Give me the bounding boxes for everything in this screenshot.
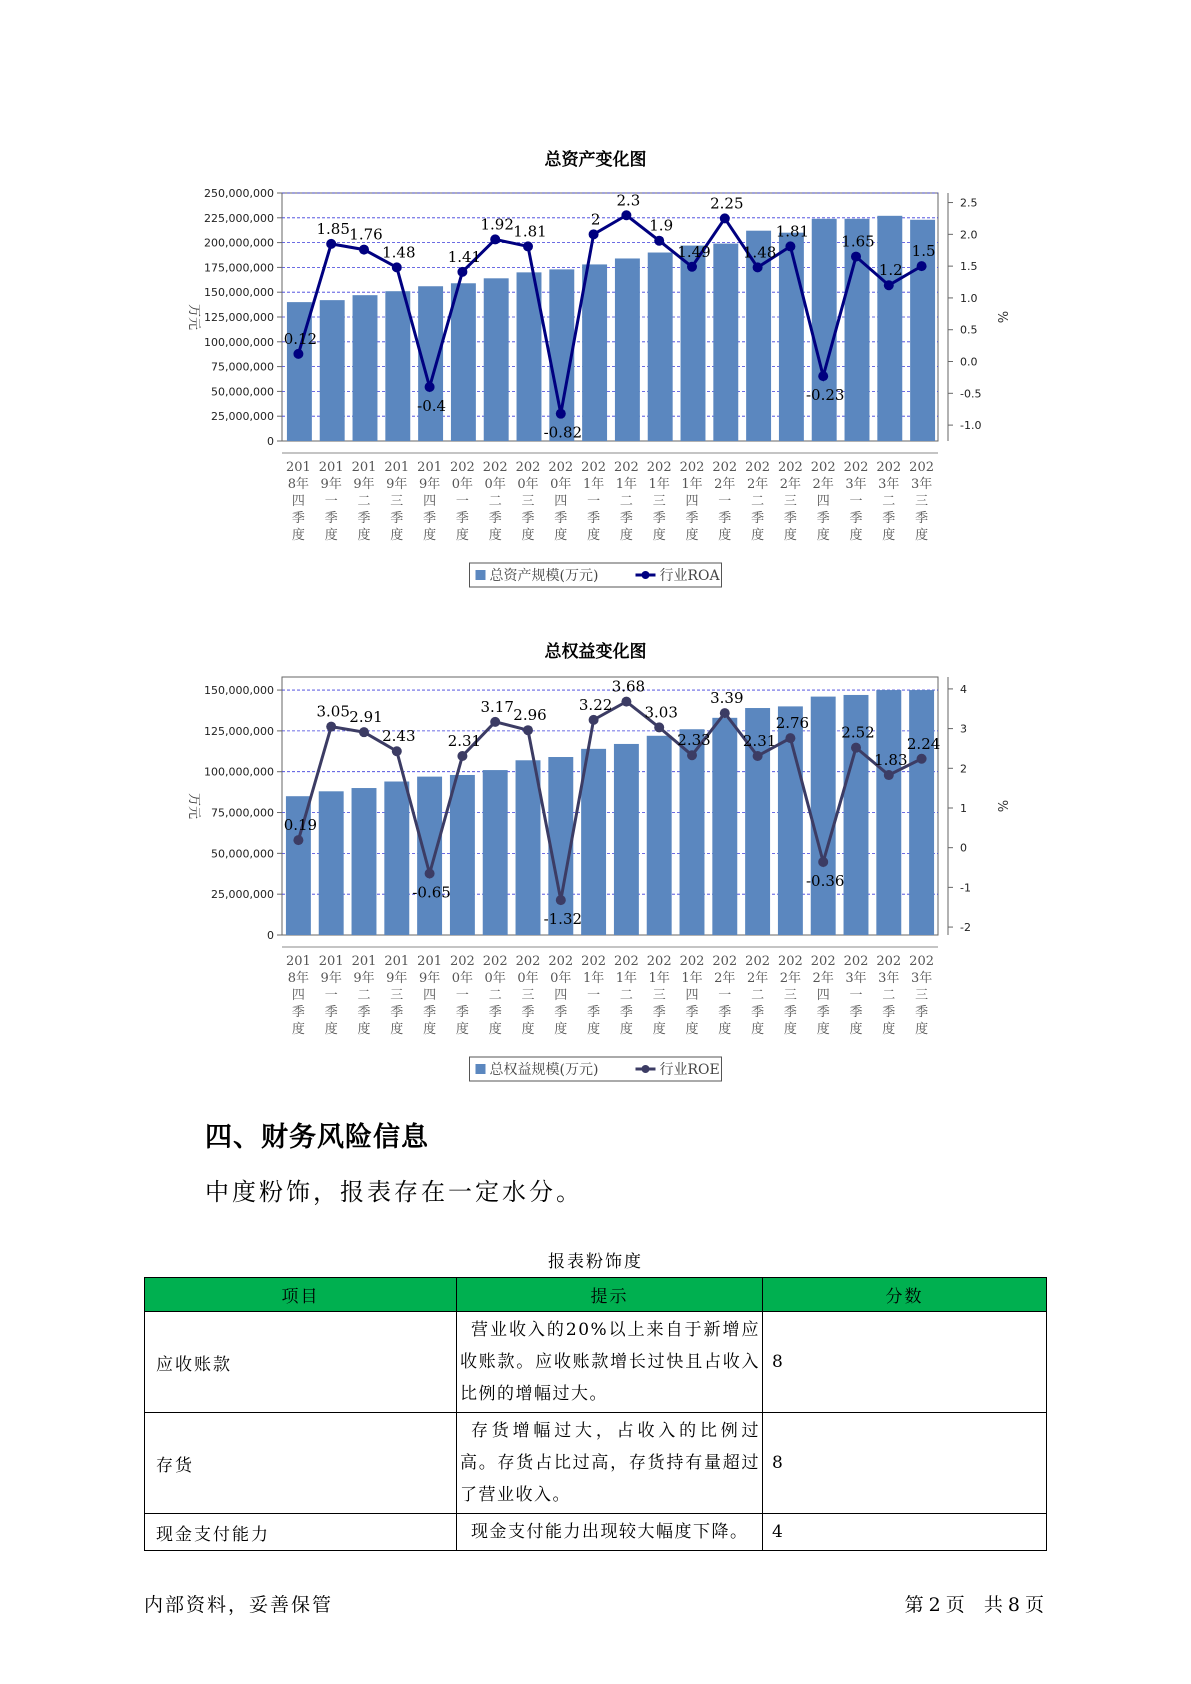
data-label: 1.92 [480,215,514,234]
y2-tick-label: 1.0 [960,291,978,305]
line-point [917,261,927,271]
x-tick-label: 202 0年一季度 [449,460,475,543]
line-point [523,241,533,251]
data-label: 3.05 [316,702,350,721]
line-point [392,262,402,272]
line-point [589,715,599,725]
y2-tick-label: 4 [960,682,967,696]
line-point [523,725,533,735]
x-tick-label: 202 3年三季度 [909,954,935,1037]
x-tick-label: 202 2年三季度 [777,460,803,543]
line-point [392,746,402,756]
y-tick-label: 25,000,000 [211,410,274,424]
x-tick-label: 202 0年四季度 [548,460,574,543]
data-label: 1.48 [382,243,416,262]
line-point [621,697,631,707]
data-label: -0.23 [805,386,845,405]
section-heading: 四、财务风险信息 [205,1122,429,1153]
line-point [785,733,795,743]
bar [779,233,804,441]
x-tick-label: 202 1年二季度 [613,460,639,543]
line-point [884,280,894,290]
data-label: 2.24 [906,734,941,753]
assets-chart-title: 总资产变化图 [544,150,647,170]
line-point [457,751,467,761]
line-point [818,371,828,381]
x-tick-label: 201 9年三季度 [384,954,410,1037]
data-label: 1.49 [677,242,711,261]
y-tick-label: 225,000,000 [204,211,274,225]
x-tick-label: 202 1年三季度 [646,954,672,1037]
line-point [720,213,730,223]
bar [320,300,345,441]
legend [470,563,722,587]
line-point [687,262,697,272]
row-item: 现金支付能力 [145,1514,457,1551]
line-point [556,409,566,419]
row-hint: 营业收入的20%以上来自于新增应收账款。应收账款增长过快且占收入比例的增幅过大。 [457,1312,763,1413]
legend-bar-swatch [476,1064,486,1074]
y-tick-label: 100,000,000 [204,765,274,779]
y-tick-label: 250,000,000 [204,187,274,200]
header-hint: 提示 [457,1278,763,1312]
y2-tick-label: 0.0 [960,355,978,369]
data-label: 1.2 [878,261,903,280]
legend-line-marker [642,1065,650,1073]
line-point [490,717,500,727]
table-caption: 报表粉饰度 [548,1252,643,1272]
y-tick-label: 175,000,000 [204,261,274,275]
line-point [687,750,697,760]
data-label: -0.65 [412,883,451,902]
bar [647,736,672,935]
x-tick-label: 201 8年四季度 [285,954,311,1037]
equity-chart-title: 总权益变化图 [544,642,647,662]
y2-tick-label: 2.5 [960,196,978,210]
x-tick-label: 202 2年一季度 [712,954,738,1037]
bar [353,295,378,441]
y2-tick-label: 3 [960,722,967,736]
y2-tick-label: 0 [960,841,967,855]
row-hint: 存货增幅过大，占收入的比例过高。存货占比过高，存货持有量超过了营业收入。 [457,1413,763,1514]
line-point [654,236,664,246]
y2-tick-label: 0.5 [960,323,978,337]
row-score: 8 [763,1312,1047,1413]
line-point [326,239,336,249]
data-label: 0.19 [283,816,318,835]
line-point [917,754,927,764]
line-point [556,895,566,905]
data-label: 1.65 [841,232,875,251]
equity-chart [0,667,1191,1097]
legend-line-marker [642,571,650,579]
legend-bar-label: 总权益规模(万元) [489,1062,599,1078]
x-tick-label: 202 2年四季度 [810,460,836,543]
line-point [720,708,730,718]
data-label: 1.41 [447,247,482,266]
data-label: 1.83 [874,751,908,770]
line-point [359,727,369,737]
bar [909,690,934,935]
y-tick-label: 150,000,000 [204,286,274,300]
y2-tick-label: -0.5 [960,387,982,401]
footer-page-info [903,1590,1047,1617]
page-prefix: 第 [904,1594,925,1616]
table-row [145,1413,1047,1514]
x-tick-label: 201 9年三季度 [384,460,410,543]
page-unit: 页 [945,1594,966,1616]
bar [812,219,837,441]
x-tick-label: 202 1年一季度 [581,954,607,1037]
data-label: -0.82 [543,423,583,442]
x-tick-label: 202 2年二季度 [745,954,771,1037]
header-item: 项目 [145,1278,457,1312]
y-tick-label: 75,000,000 [211,806,274,820]
bar [451,283,476,441]
data-label: 3.22 [578,695,613,714]
data-label: -0.4 [417,396,447,415]
line-point [490,234,500,244]
legend-bar-label: 总资产规模(万元) [489,568,599,584]
y2-tick-label: -1 [960,881,971,895]
y2-tick-label: 2 [960,762,967,776]
x-tick-label: 202 0年三季度 [515,460,541,543]
line-point [425,382,435,392]
bar [483,770,508,935]
line-point [425,868,435,878]
footer-confidential: 内部资料，妥善保管 [144,1594,334,1616]
line-point [457,267,467,277]
bar [484,278,509,441]
data-label: 2.31 [447,731,482,750]
y-axis-label: 万元 [186,792,201,820]
line-point [753,751,763,761]
bar [713,244,738,441]
line-point [884,770,894,780]
y2-axis-label: % [994,799,1009,813]
data-label: 1.81 [775,222,810,241]
data-label: 2.52 [841,723,875,742]
line-point [359,245,369,255]
table-header-row [145,1278,1047,1312]
x-tick-label: 202 1年二季度 [613,954,639,1037]
y-tick-label: 0 [267,435,274,448]
x-tick-label: 201 9年一季度 [318,954,344,1037]
x-tick-label: 202 2年一季度 [712,460,738,543]
data-label: 1.76 [349,225,383,244]
data-label: 1.9 [649,216,674,235]
x-tick-label: 202 1年四季度 [679,954,705,1037]
bar [417,777,442,935]
bar [648,253,673,441]
data-label: 2.43 [382,727,416,746]
row-score: 4 [763,1514,1047,1551]
data-label: 0.12 [283,329,318,348]
x-tick-label: 202 0年二季度 [482,954,508,1037]
y-tick-label: 150,000,000 [204,684,274,698]
line-point [851,252,861,262]
y2-tick-label: -1.0 [960,419,982,433]
data-label: 2.96 [513,706,547,725]
line-point [818,857,828,867]
bar [681,246,706,441]
y2-tick-label: 1.5 [960,260,978,274]
legend-line-label: 行业ROE [659,1062,720,1078]
row-score: 8 [763,1413,1047,1514]
x-tick-label: 201 9年四季度 [417,460,443,543]
data-label: 1.85 [316,219,350,238]
page-number: 2 [928,1594,942,1616]
bar [877,216,902,441]
line-point [589,229,599,239]
bar [384,782,409,935]
data-label: 2.33 [677,731,711,750]
bar [319,791,344,935]
table-row [145,1514,1047,1551]
line-point [326,722,336,732]
x-tick-label: 201 8年四季度 [285,460,311,543]
line-point [621,210,631,220]
x-tick-label: 201 9年二季度 [351,954,377,1037]
line-point [785,241,795,251]
x-tick-label: 202 1年四季度 [679,460,705,543]
whitewash-table [144,1277,1047,1551]
bar [876,690,901,935]
data-label: -0.36 [805,871,845,890]
bar [614,744,639,935]
total-pages: 8 [1007,1594,1021,1616]
y-tick-label: 125,000,000 [204,311,274,324]
data-label: 3.17 [480,697,514,716]
data-label: 2.76 [775,714,810,733]
bar [516,760,541,935]
table-row [145,1312,1047,1413]
y-tick-label: 50,000,000 [211,847,274,861]
bar [712,718,737,935]
y2-tick-label: 1 [960,801,967,815]
x-tick-label: 201 9年二季度 [351,460,377,543]
data-label: 3.03 [644,703,678,722]
bar [615,258,640,441]
x-tick-label: 202 3年二季度 [876,460,902,543]
legend-line-label: 行业ROA [659,568,720,584]
bar [811,697,836,935]
x-tick-label: 202 0年三季度 [515,954,541,1037]
x-tick-label: 201 9年四季度 [417,954,443,1037]
total-prefix: 共 [983,1594,1004,1616]
data-label: 2.91 [349,708,383,727]
x-tick-label: 202 3年三季度 [909,460,935,543]
y-tick-label: 25,000,000 [211,888,274,902]
x-tick-label: 202 2年二季度 [745,460,771,543]
row-item: 应收账款 [145,1312,457,1413]
data-label: -1.32 [543,910,583,929]
legend-bar-swatch [476,570,486,580]
line-point [293,349,303,359]
data-label: 3.39 [710,689,744,708]
data-label: 2.31 [742,731,777,750]
x-tick-label: 202 2年三季度 [777,954,803,1037]
x-tick-label: 202 2年四季度 [810,954,836,1037]
line-point [293,835,303,845]
header-score: 分数 [763,1278,1047,1312]
x-tick-label: 202 1年一季度 [581,460,607,543]
data-label: 2.25 [710,194,744,213]
row-item: 存货 [145,1413,457,1514]
y-tick-label: 125,000,000 [204,724,274,738]
y-tick-label: 75,000,000 [211,360,274,374]
y-axis-label: 万元 [186,303,201,331]
bar [385,291,410,441]
y2-axis-label: % [994,310,1009,324]
y-tick-label: 50,000,000 [211,385,274,399]
x-tick-label: 202 3年一季度 [843,954,869,1037]
legend [470,1057,722,1081]
assets-chart [0,175,1191,605]
x-tick-label: 202 1年三季度 [646,460,672,543]
data-label: 1.48 [742,243,777,262]
bar [352,788,377,935]
y2-tick-label: 2.0 [960,228,978,242]
x-tick-label: 201 9年一季度 [318,460,344,543]
bar [582,264,607,441]
bar [450,775,475,935]
x-tick-label: 202 0年四季度 [548,954,574,1037]
total-unit: 页 [1024,1594,1045,1616]
bar [581,749,606,935]
x-tick-label: 202 3年二季度 [876,954,902,1037]
row-hint: 现金支付能力出现较大幅度下降。 [457,1514,763,1551]
y2-tick-label: -2 [960,921,971,935]
y-tick-label: 100,000,000 [204,335,274,349]
y-tick-label: 200,000,000 [204,236,274,250]
line-point [753,262,763,272]
line-point [654,722,664,732]
section-summary: 中度粉饰，报表存在一定水分。 [205,1178,583,1206]
data-label: 1.81 [513,222,547,241]
x-tick-label: 202 0年二季度 [482,460,508,543]
y-tick-label: 0 [267,929,274,942]
data-label: 2 [590,210,601,229]
x-tick-label: 202 0年一季度 [449,954,475,1037]
line-point [851,743,861,753]
data-label: 3.68 [611,677,646,696]
data-label: 2.3 [616,191,641,210]
x-tick-label: 202 3年一季度 [843,460,869,543]
data-label: 1.5 [911,242,936,261]
